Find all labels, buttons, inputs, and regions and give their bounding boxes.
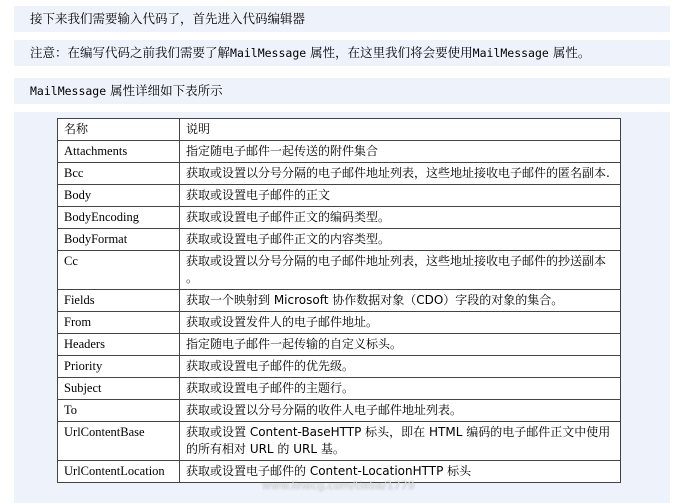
property-name: Attachments <box>58 141 180 163</box>
property-description: 指定随电子邮件一起传送的附件集合 <box>180 141 621 163</box>
property-name: UrlContentBase <box>58 422 180 461</box>
note-suffix: 属性。 <box>548 45 591 60</box>
note-band <box>14 40 670 66</box>
property-description: 获取或设置 Content-BaseHTTP 标头，即在 HTML 编码的电子邮件正文中使用的所有相对 URL 的 URL 基。 <box>180 422 621 461</box>
property-name: Cc <box>58 251 180 290</box>
note-class-1: MailMessage <box>230 46 307 60</box>
table-intro-class: MailMessage <box>30 84 107 98</box>
property-description: 获取或设置电子邮件的正文 <box>180 185 621 207</box>
table-container <box>14 112 670 503</box>
header-name: 名称 <box>58 119 180 141</box>
property-name: Bcc <box>58 163 180 185</box>
table-row <box>58 334 621 356</box>
properties-table <box>57 118 621 483</box>
watermark: www.linecg.com/tieba/1779 <box>262 479 415 492</box>
property-description: 指定随电子邮件一起传输的自定义标头。 <box>180 334 621 356</box>
property-name: Body <box>58 185 180 207</box>
table-intro-band <box>14 78 670 104</box>
table-body <box>58 141 621 483</box>
note-prefix: 注意：在编写代码之前我们需要了解 <box>30 45 231 60</box>
table-row <box>58 163 621 185</box>
intro-band <box>14 6 670 32</box>
table-row <box>58 400 621 422</box>
table-row <box>58 229 621 251</box>
property-description: 获取一个映射到 Microsoft 协作数据对象（CDO）字段的对象的集合。 <box>180 290 621 312</box>
table-row <box>58 312 621 334</box>
property-name: Subject <box>58 378 180 400</box>
table-row <box>58 422 621 461</box>
table-row <box>58 185 621 207</box>
property-name: To <box>58 400 180 422</box>
intro-text: 接下来我们需要输入代码了，首先进入代码编辑器 <box>30 11 306 26</box>
table-row <box>58 356 621 378</box>
table-row <box>58 461 621 483</box>
property-name: UrlContentLocation <box>58 461 180 483</box>
table-row <box>58 141 621 163</box>
table-row <box>58 251 621 290</box>
property-description: 获取或设置电子邮件的 Content-LocationHTTP 标头 <box>180 461 621 483</box>
table-header-row <box>58 119 621 141</box>
property-description: 获取或设置以分号分隔的电子邮件地址列表，这些地址接收电子邮件的匿名副本. <box>180 163 621 185</box>
property-description: 获取或设置以分号分隔的收件人电子邮件地址列表。 <box>180 400 621 422</box>
property-name: Priority <box>58 356 180 378</box>
table-row <box>58 207 621 229</box>
property-name: Fields <box>58 290 180 312</box>
property-description: 获取或设置以分号分隔的电子邮件地址列表，这些地址接收电子邮件的抄送副本 。 <box>180 251 621 290</box>
property-name: BodyEncoding <box>58 207 180 229</box>
property-description: 获取或设置电子邮件正文的编码类型。 <box>180 207 621 229</box>
header-description: 说明 <box>180 119 621 141</box>
table-row <box>58 378 621 400</box>
property-description: 获取或设置发件人的电子邮件地址。 <box>180 312 621 334</box>
property-description: 获取或设置电子邮件的优先级。 <box>180 356 621 378</box>
property-name: BodyFormat <box>58 229 180 251</box>
property-name: Headers <box>58 334 180 356</box>
property-description: 获取或设置电子邮件正文的内容类型。 <box>180 229 621 251</box>
table-intro-text: 属性详细如下表所示 <box>106 83 223 98</box>
note-middle: 属性，在这里我们将会要使用 <box>306 45 473 60</box>
property-name: From <box>58 312 180 334</box>
note-class-2: MailMessage <box>472 46 549 60</box>
property-description: 获取或设置电子邮件的主题行。 <box>180 378 621 400</box>
table-row <box>58 290 621 312</box>
